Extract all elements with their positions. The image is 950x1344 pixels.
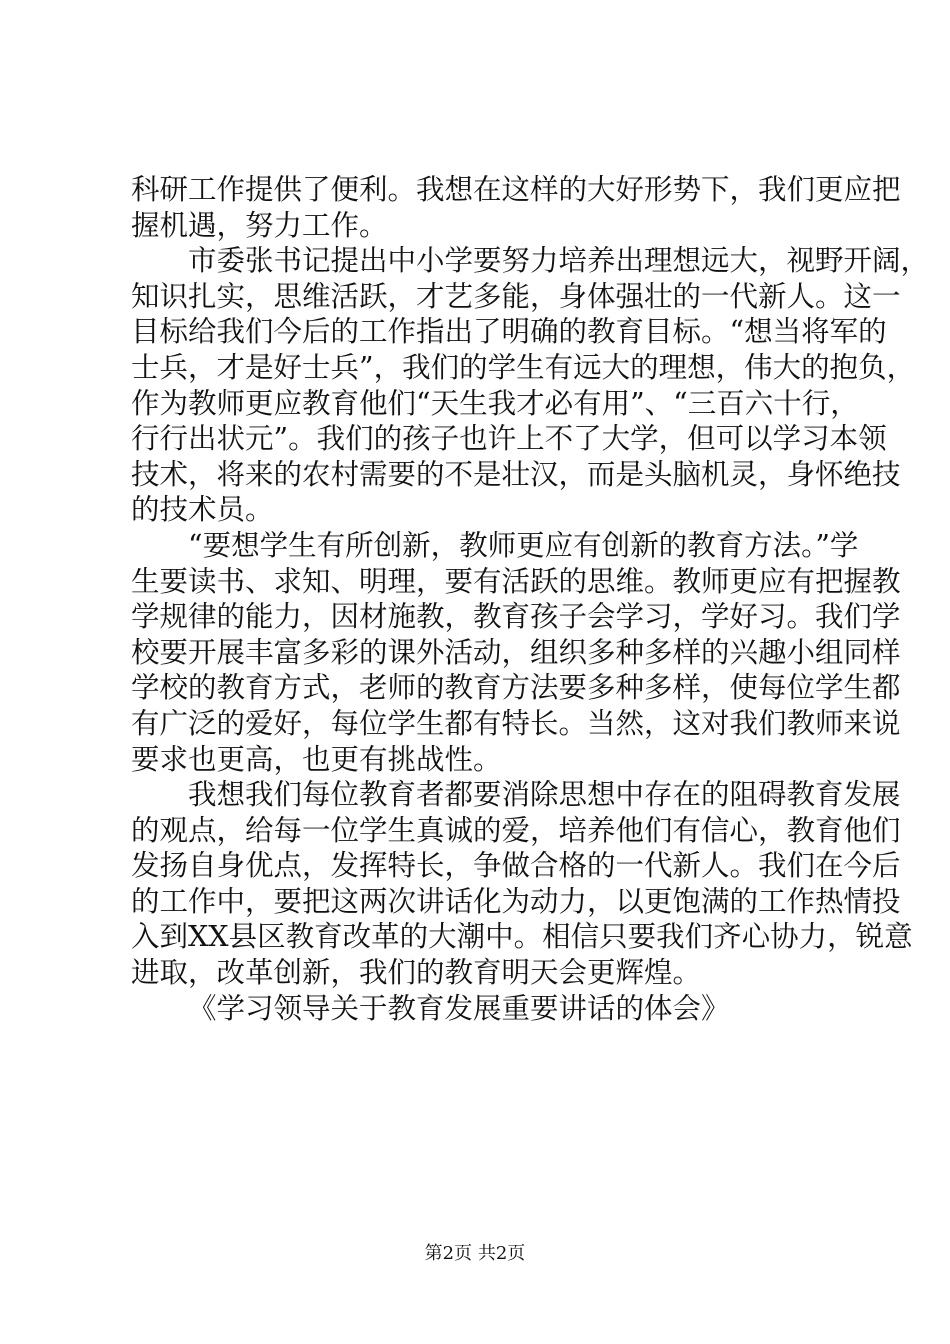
text-line: 的技术员。 bbox=[131, 493, 274, 527]
text-line: 学规律的能力，因材施教，教育孩子会学习，学好习。我们学 bbox=[131, 600, 901, 634]
text-line: 学校的教育方式，老师的教育方法要多种多样，使每位学生都 bbox=[131, 671, 901, 705]
text-line: 进取，改革创新，我们的教育明天会更辉煌。 bbox=[131, 956, 702, 990]
body-text bbox=[131, 172, 930, 1026]
text-line: 要求也更高，也更有挑战性。 bbox=[131, 742, 502, 776]
text-line: 技术，将来的农村需要的不是壮汉，而是头脑机灵，身怀绝技 bbox=[131, 457, 901, 491]
text-line: 市委张书记提出中小学要努力培养出理想远大，视野开阔， bbox=[188, 244, 930, 278]
text-line: 目标给我们今后的工作指出了明确的教育目标。“想当将军的 bbox=[131, 315, 887, 349]
page-number: 第2页 共2页 bbox=[424, 1243, 526, 1264]
document-title-reference: 《学习领导关于教育发展重要讲话的体会》 bbox=[188, 991, 730, 1025]
text-line: 科研工作提供了便利。我想在这样的大好形势下，我们更应把 bbox=[131, 173, 901, 206]
text-line: 的工作中，要把这两次讲话化为动力，以更饱满的工作热情投 bbox=[131, 884, 901, 918]
text-line: 校要开展丰富多彩的课外活动，组织多种多样的兴趣小组同样 bbox=[131, 635, 901, 669]
text-line: 有广泛的爱好，每位学生都有特长。当然，这对我们教师来说 bbox=[131, 706, 901, 740]
text-line: “要想学生有所创新，教师更应有创新的教育方法。”学 bbox=[188, 528, 859, 562]
text-line: 生要读书、求知、明理，要有活跃的思维。教师更应有把握教 bbox=[131, 564, 901, 598]
text-line: 入到XX县区教育改革的大潮中。相信只要我们齐心协力，锐意 bbox=[131, 920, 913, 954]
text-line: 士兵，才是好士兵”，我们的学生有远大的理想，伟大的抱负， bbox=[131, 350, 916, 384]
text-line: 发扬自身优点，发挥特长，争做合格的一代新人。我们在今后 bbox=[131, 849, 901, 883]
text-line: 行行出状元”。我们的孩子也许上不了大学，但可以学习本领 bbox=[131, 422, 887, 456]
text-line: 作为教师更应教育他们“天生我才必有用”、“三百六十行， bbox=[131, 386, 859, 420]
text-line: 握机遇，努力工作。 bbox=[131, 208, 388, 242]
text-line: 知识扎实，思维活跃，才艺多能，身体强壮的一代新人。这一 bbox=[131, 279, 901, 313]
page-footer bbox=[0, 1242, 950, 1266]
text-line: 我想我们每位教育者都要消除思想中存在的阻碍教育发展 bbox=[188, 778, 901, 812]
text-line: 的观点，给每一位学生真诚的爱，培养他们有信心，教育他们 bbox=[131, 813, 901, 847]
